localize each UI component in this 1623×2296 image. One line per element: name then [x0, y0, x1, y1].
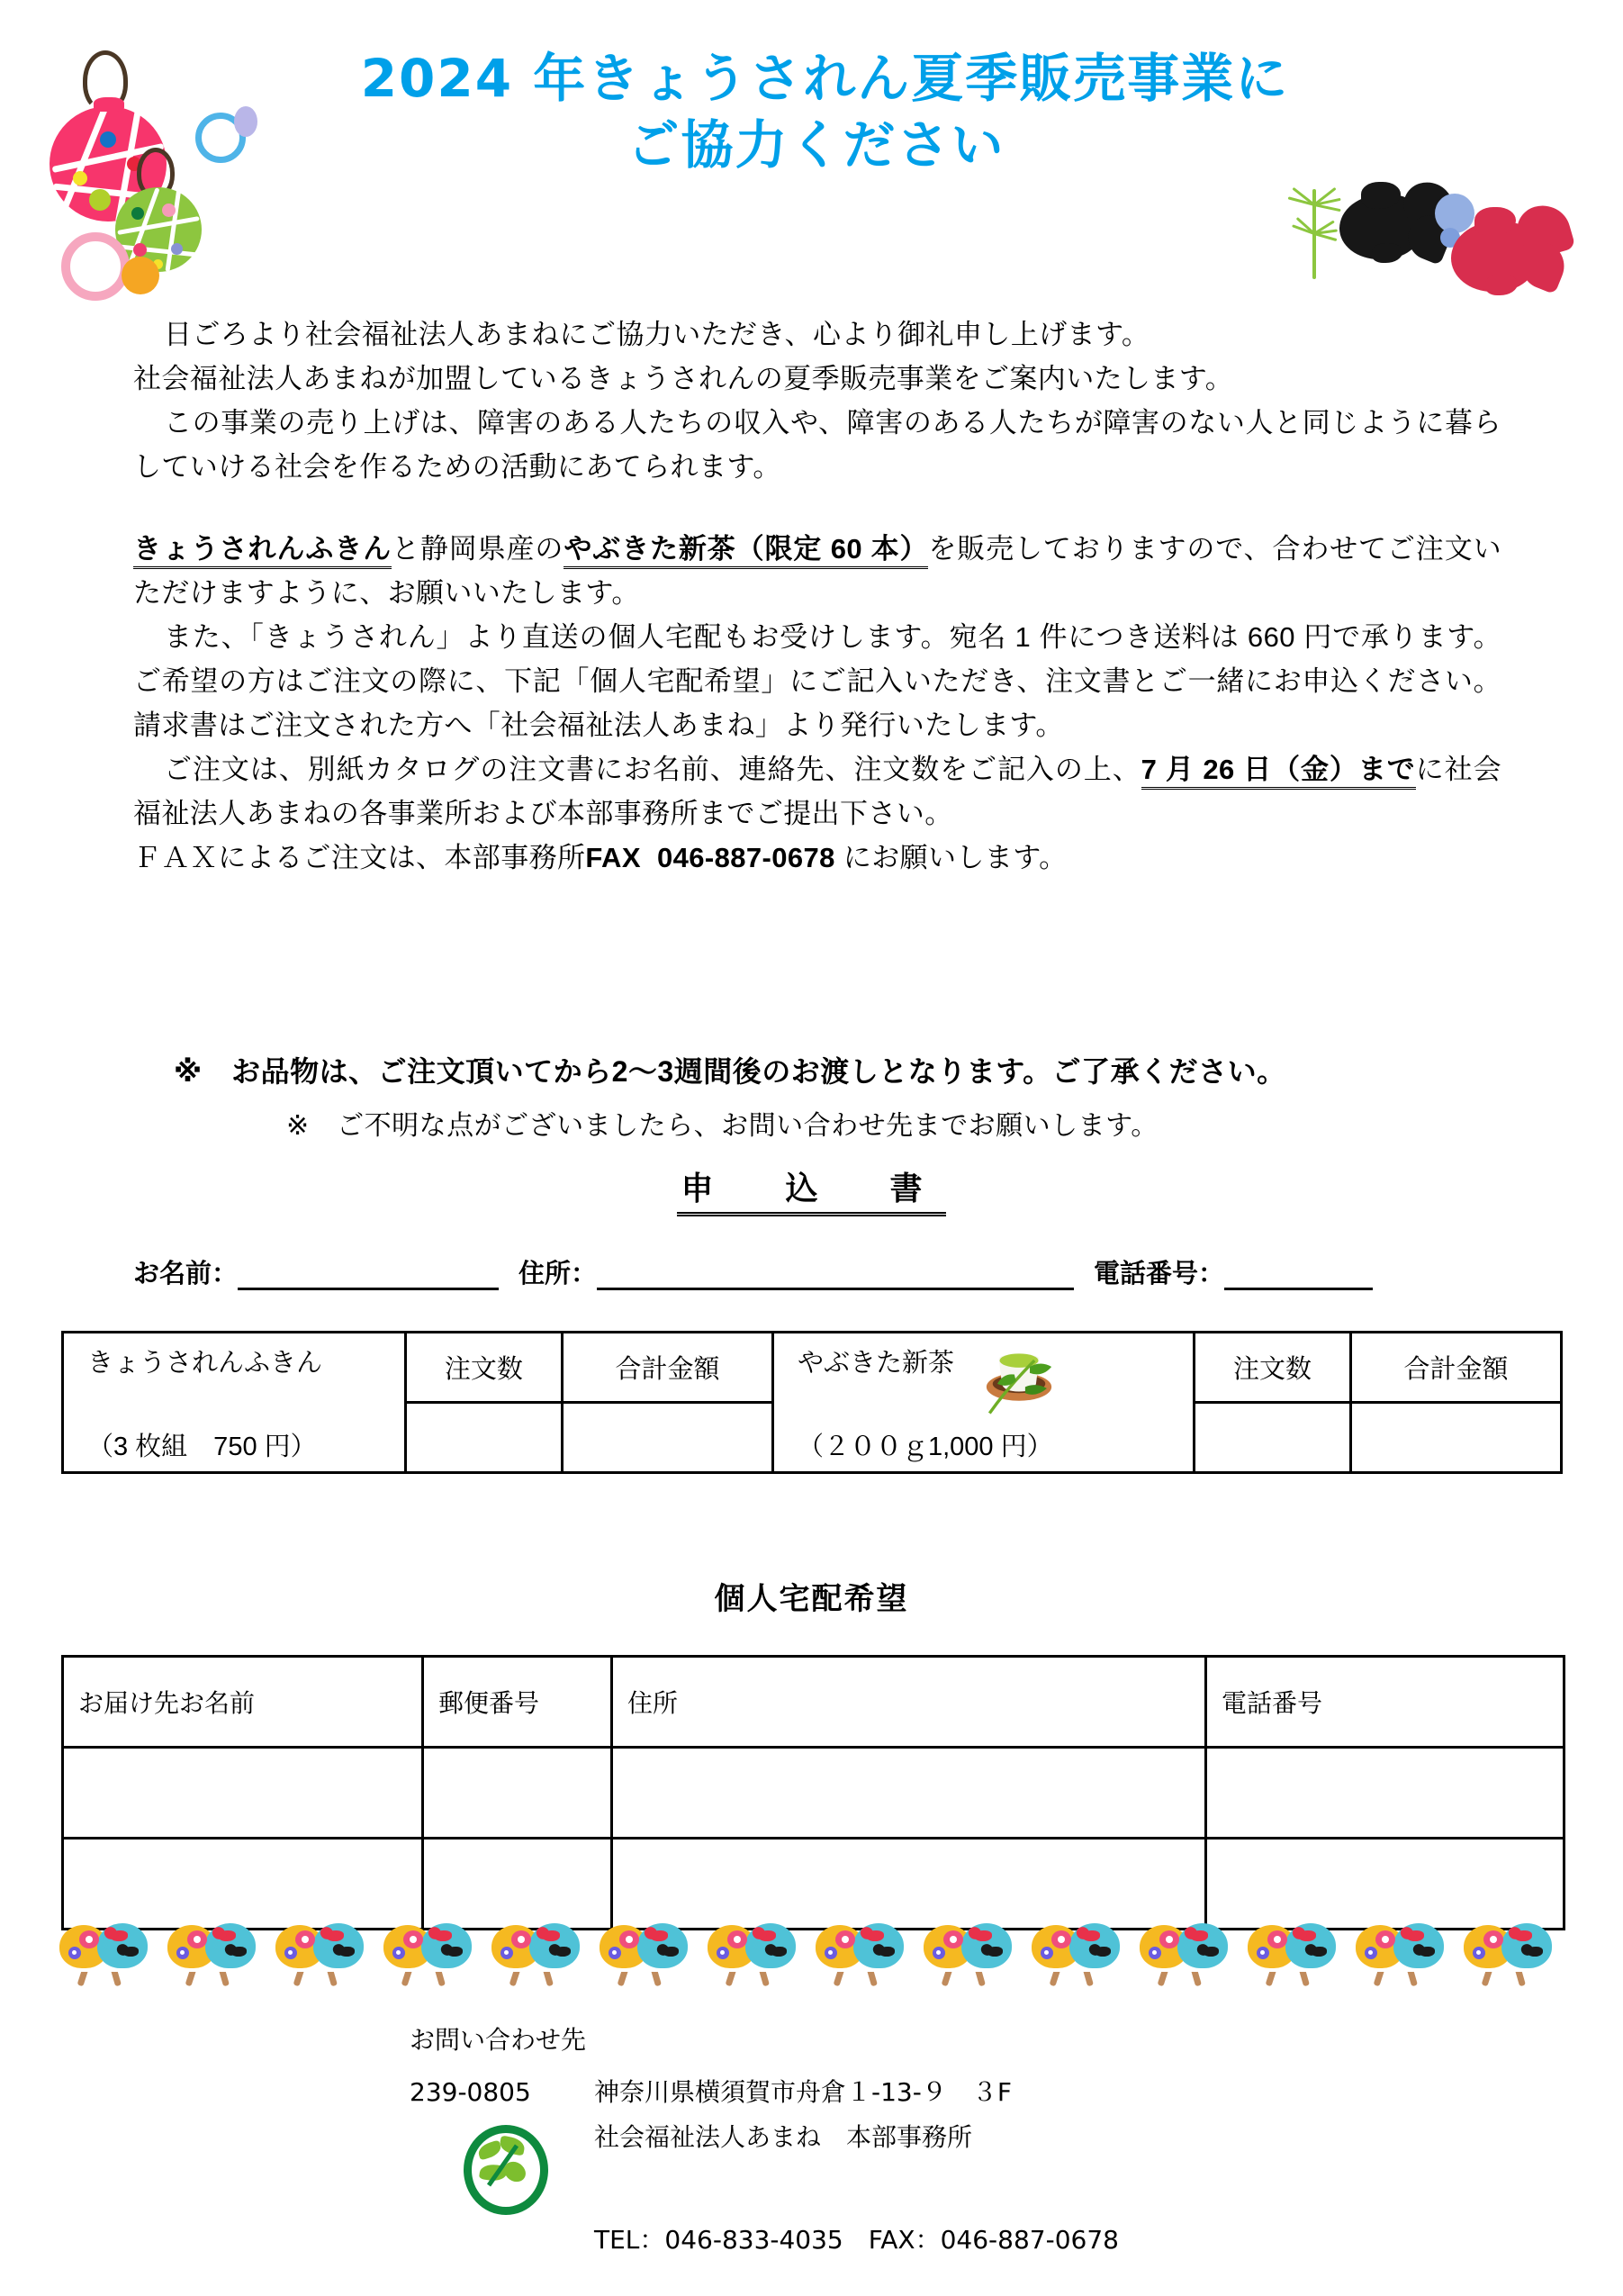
delivery-header-address: 住所 — [612, 1657, 1206, 1748]
delivery-row-2-phone[interactable] — [1206, 1839, 1564, 1930]
notice-block — [133, 1049, 1501, 1143]
footer-organization: 社会福祉法人あまね 本部事務所 — [594, 2122, 973, 2152]
dot-orange-icon — [122, 257, 159, 294]
delivery-row-2-postal[interactable] — [423, 1839, 612, 1930]
delivery-header-phone: 電話番号 — [1206, 1657, 1564, 1748]
table-row — [63, 1333, 1562, 1403]
uchiwa-fan-pair-icon — [270, 1920, 378, 1992]
uchiwa-fan-pair-icon — [594, 1920, 702, 1992]
green-tea-cup-icon — [980, 1339, 1058, 1416]
footer-tel-row — [410, 2225, 1400, 2255]
document-header — [0, 0, 1623, 288]
footer-postal-code: 239-0805 — [410, 2077, 531, 2107]
applicant-contact-row — [133, 1253, 1501, 1290]
title-line-1: 2024 年きょうされん夏季販売事業に — [360, 48, 1290, 109]
contact-footer — [410, 2025, 1400, 2273]
delivery-row-1-phone[interactable] — [1206, 1748, 1564, 1839]
product-1-price: （3 枚組 750 円） — [87, 1432, 317, 1461]
body-copy — [133, 313, 1501, 881]
product-2-price: （２００ｇ1,000 円） — [797, 1432, 1053, 1461]
total-input-2[interactable] — [1351, 1403, 1562, 1473]
dot-purple-icon — [234, 106, 257, 137]
paragraph-6 — [133, 836, 1501, 881]
uchiwa-fan-pair-icon — [702, 1920, 810, 1992]
qty-input-1[interactable] — [405, 1403, 562, 1473]
table-row — [63, 1657, 1564, 1748]
uchiwa-fan-border — [54, 1920, 1575, 1992]
paragraph-4: また、「きょうされん」より直送の個人宅配もお受けします。宛名 1 件につき送料は 660 円で承ります。ご希望の方はご注文の際に、下記「個人宅配希望」にご記入いただき、注文書とご一緒にお申込ください。請求書はご注文された方へ「社会福祉法人あまね」より発行いたします。 — [133, 620, 1501, 741]
name-label: お名前： — [133, 1260, 239, 1288]
footer-tel-fax: TEL：046-833-4035 FAX：046-887-0678 — [594, 2225, 1119, 2255]
address-label: 住所： — [518, 1260, 598, 1288]
paragraph-1-line-1: 日ごろより社会福祉法人あまねにご協力いただき、心より御礼申し上げます。 — [164, 319, 1150, 350]
paragraph-5-tail: に社会福祉法人あまねの各事業所および本部事務所までご提出下さい。 — [133, 753, 1501, 829]
phone-input[interactable] — [1224, 1261, 1373, 1290]
paragraph-3-tail: を販売しておりますので、合わせてご注文いただけますように、お願いいたします。 — [133, 532, 1501, 609]
bubble-blue-icon — [1435, 194, 1474, 233]
order-table — [61, 1331, 1563, 1474]
paragraph-3-mid: と静岡県産の — [391, 532, 564, 565]
delivery-row-2-name[interactable] — [63, 1839, 423, 1930]
footer-heading: お問い合わせ先 — [410, 2025, 587, 2055]
delivery-row-1-postal[interactable] — [423, 1748, 612, 1839]
ring-pink-icon — [61, 232, 130, 301]
uchiwa-fan-pair-icon — [378, 1920, 486, 1992]
eco-recycle-logo-icon — [410, 2125, 594, 2208]
uchiwa-fan-pair-icon — [1458, 1920, 1566, 1992]
uchiwa-fan-pair-icon — [1350, 1920, 1458, 1992]
uchiwa-fan-pair-icon — [1242, 1920, 1350, 1992]
notice-inquiry: ※ ご不明な点がございましたら、お問い合わせ先までお願いします。 — [286, 1111, 1159, 1141]
table-row — [63, 1748, 1564, 1839]
uchiwa-fan-pair-icon — [162, 1920, 270, 1992]
qty-header-1: 注文数 — [405, 1333, 562, 1403]
address-input[interactable] — [597, 1261, 1074, 1290]
footer-address-row — [410, 2077, 1400, 2107]
delivery-table — [61, 1655, 1565, 1930]
notice-delivery-time: ※ お品物は、ご注文頂いてから2～3週間後のお渡しとなります。ご了承ください。 — [174, 1055, 1286, 1088]
total-header-1: 合計金額 — [562, 1333, 772, 1403]
uchiwa-fan-pair-icon — [486, 1920, 594, 1992]
highlight-deadline: 7 月 26 日（金）まで — [1141, 754, 1416, 790]
phone-label: 電話番号： — [1094, 1260, 1225, 1288]
fax-label: FAX — [585, 841, 641, 873]
total-input-1[interactable] — [562, 1403, 772, 1473]
footer-address: 神奈川県横須賀市舟倉１-13-９ ３F — [594, 2077, 1012, 2107]
fax-number: 046-887-0678 — [656, 841, 835, 873]
uchiwa-fan-pair-icon — [810, 1920, 918, 1992]
paragraph-1-line-2: 社会福祉法人あまねが加盟しているきょうされんの夏季販売事業をご案内いたします。 — [133, 362, 1234, 394]
delivery-header-name: お届け先お名前 — [63, 1657, 423, 1748]
paragraph-6-tail: にお願いします。 — [843, 841, 1068, 873]
uchiwa-fan-pair-icon — [918, 1920, 1026, 1992]
table-row — [63, 1839, 1564, 1930]
delivery-row-2-address[interactable] — [612, 1839, 1206, 1930]
total-header-2: 合計金額 — [1351, 1333, 1562, 1403]
delivery-row-1-address[interactable] — [612, 1748, 1206, 1839]
product-2-cell — [772, 1333, 1194, 1473]
paragraph-2: この事業の売り上げは、障害のある人たちの収入や、障害のある人たちが障害のない人と同じように暮らしていける社会を作るための活動にあてられます。 — [133, 406, 1501, 483]
product-1-name: きょうされんふきん — [87, 1348, 323, 1378]
paragraph-5 — [133, 748, 1501, 836]
delivery-section-title: 個人宅配希望 — [714, 1582, 909, 1616]
uchiwa-fan-pair-icon — [54, 1920, 162, 1992]
delivery-row-1-name[interactable] — [63, 1748, 423, 1839]
uchiwa-fan-pair-icon — [1026, 1920, 1134, 1992]
qty-input-2[interactable] — [1194, 1403, 1350, 1473]
qty-header-2: 注文数 — [1194, 1333, 1350, 1403]
delivery-header-postal: 郵便番号 — [423, 1657, 612, 1748]
paragraph-5-head: ご注文は、別紙カタログの注文書にお名前、連絡先、注文数をご記入の上、 — [164, 753, 1141, 785]
product-1-cell — [63, 1333, 406, 1473]
application-form-title-text: 申 込 書 — [677, 1170, 945, 1216]
highlight-fukin: きょうされんふきん — [133, 533, 392, 569]
name-input[interactable] — [238, 1261, 499, 1290]
paragraph-6-head: ＦＡＸによるご注文は、本部事務所 — [133, 841, 586, 873]
paragraph-3 — [133, 528, 1501, 616]
product-2-name: やぶきた新茶 — [797, 1348, 954, 1378]
footer-org-row — [410, 2122, 1400, 2208]
title-line-2: ご協力ください — [627, 114, 1005, 176]
highlight-new-tea: やぶきた新茶（限定 60 本） — [564, 533, 928, 569]
application-form-title — [0, 1163, 1623, 1209]
uchiwa-fan-pair-icon — [1134, 1920, 1242, 1992]
